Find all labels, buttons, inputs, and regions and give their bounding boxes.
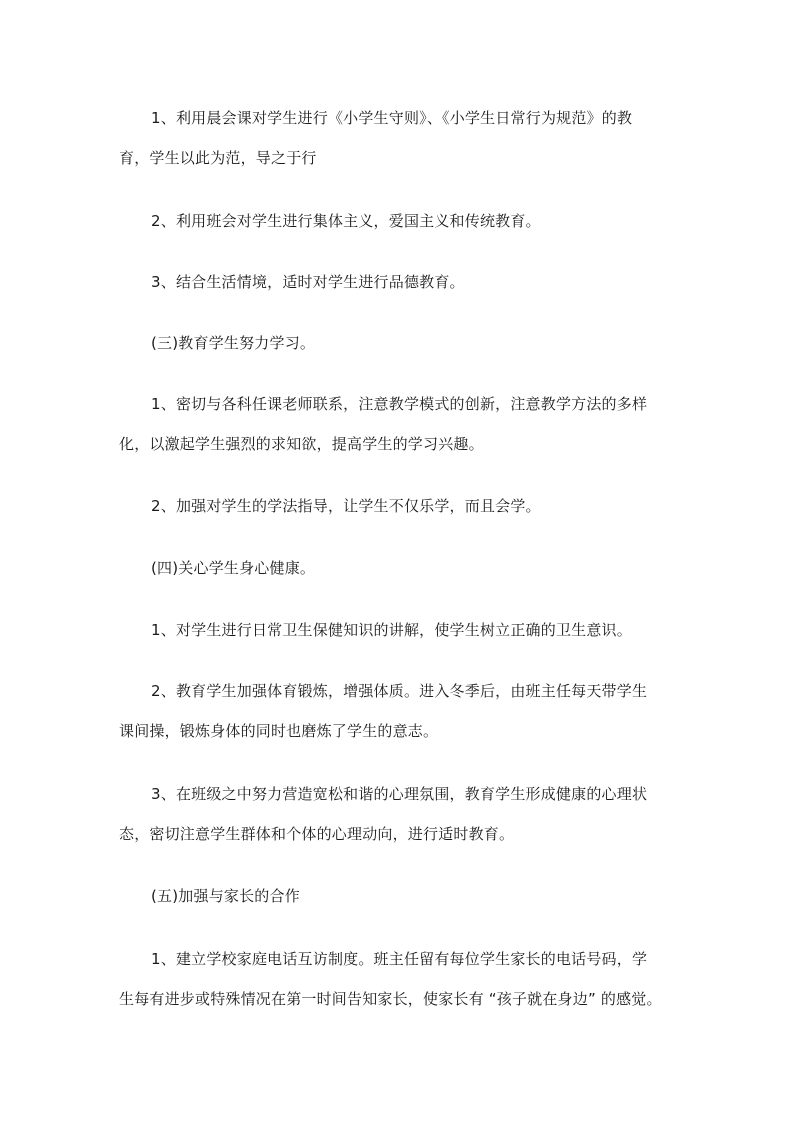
paragraph-study-guidance (119, 486, 689, 526)
heading-line: (三)教育学生努力学习。 (151, 334, 316, 352)
heading-line: (四)关心学生身心健康。 (151, 559, 316, 577)
paragraph-line: 化，以激起学生强烈的求知欲，提高学生的学习兴趣。 (119, 435, 484, 453)
paragraph-teacher-contact (119, 384, 689, 464)
paragraph-line: 1、利用晨会课对学生进行《小学生守则》、《小学生日常行为规范》的教 (151, 109, 633, 127)
section-heading-parents (119, 876, 689, 916)
paragraph-hygiene (119, 610, 689, 650)
paragraph-exercise (119, 671, 689, 751)
paragraph-line: 2、加强对学生的学法指导，让学生不仅乐学，而且会学。 (151, 497, 541, 515)
paragraph-line: 生每有进步或特殊情况在第一时间告知家长，使家长有 “孩子就在身边” 的感觉。 (119, 990, 662, 1008)
paragraph-phone-visits (119, 939, 689, 1019)
paragraph-line: 1、密切与各科任课老师联系，注意教学模式的创新，注意教学方法的多样 (151, 395, 648, 413)
paragraph-line: 2、利用班会对学生进行集体主义，爱国主义和传统教育。 (151, 212, 541, 230)
paragraph-line: 育，学生以此为范，导之于行 (119, 149, 317, 167)
paragraph-class-meeting (119, 201, 689, 241)
paragraph-morning-meeting (119, 98, 689, 178)
paragraph-line: 2、教育学生加强体育锻炼，增强体质。进入冬季后，由班主任每天带学生 (151, 682, 648, 700)
paragraph-psychology (119, 774, 689, 854)
section-heading-study (119, 323, 689, 363)
paragraph-line: 1、建立学校家庭电话互访制度。班主任留有每位学生家长的电话号码，学 (151, 950, 648, 968)
section-heading-health (119, 548, 689, 588)
paragraph-line: 态，密切注意学生群体和个体的心理动向，进行适时教育。 (119, 825, 515, 843)
paragraph-line: 3、在班级之中努力营造宽松和谐的心理氛围，教育学生形成健康的心理状 (151, 785, 648, 803)
paragraph-line: 3、结合生活情境，适时对学生进行品德教育。 (151, 273, 465, 291)
paragraph-line: 课间操，锻炼身体的同时也磨炼了学生的意志。 (119, 722, 439, 740)
paragraph-line: 1、对学生进行日常卫生保健知识的讲解，使学生树立正确的卫生意识。 (151, 621, 632, 639)
heading-line: (五)加强与家长的合作 (151, 887, 300, 905)
paragraph-moral-education (119, 262, 689, 302)
